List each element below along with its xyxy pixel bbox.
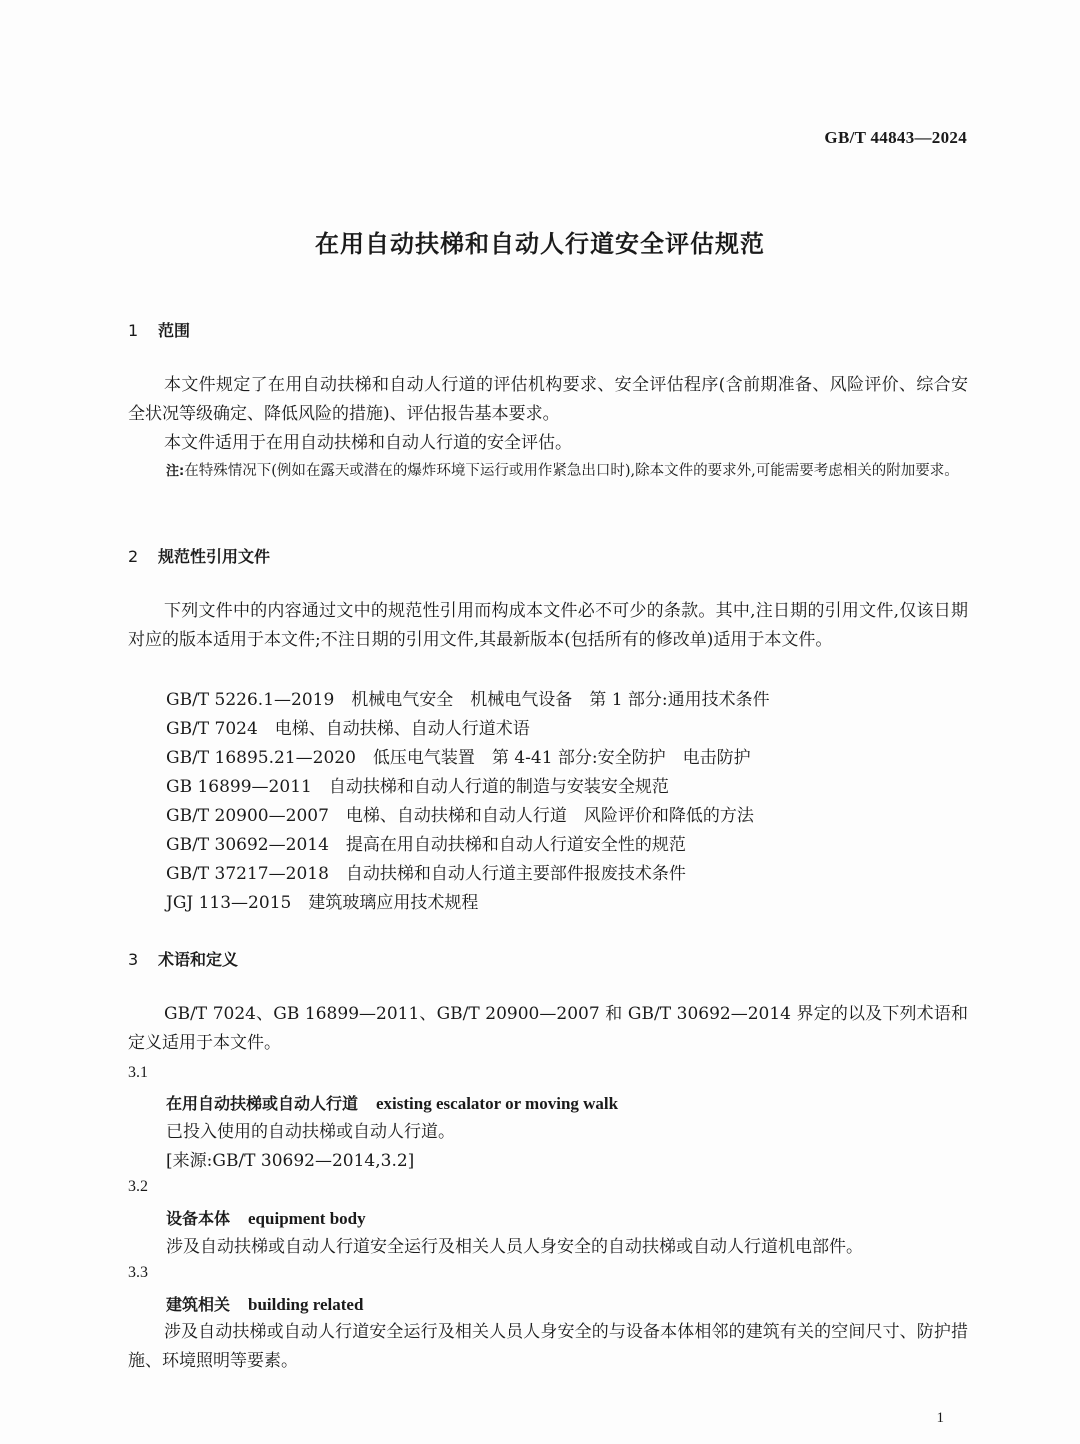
term-heading (166, 1206, 366, 1229)
term-definition: 已投入使用的自动扶梯或自动人行道。 (166, 1122, 455, 1142)
term-en: building related (248, 1295, 364, 1314)
section-1-note (166, 456, 968, 487)
term-zh: 设备本体 (166, 1209, 231, 1228)
reference-item: JGJ 113—2015 建筑玻璃应用技术规程 (166, 893, 479, 913)
section-3-heading (128, 947, 238, 970)
reference-item: GB/T 37217—2018 自动扶梯和自动人行道主要部件报废技术条件 (166, 864, 686, 884)
term-heading (166, 1091, 618, 1114)
term-number: 3.1 (128, 1064, 148, 1081)
note-label: 注: (166, 464, 185, 479)
section-1-heading (128, 318, 190, 341)
term-zh: 在用自动扶梯或自动人行道 (166, 1094, 359, 1113)
term-en: existing escalator or moving walk (376, 1094, 619, 1113)
section-1-paragraph-2: 本文件适用于在用自动扶梯和自动人行道的安全评估。 (164, 433, 572, 453)
section-3-paragraph-1: GB/T 7024、GB 16899—2011、GB/T 20900—2007 和 GB/T 30692—2014 界定的以及下列术语和定义适用于本文件。 (128, 1004, 968, 1053)
section-number: 1 (128, 321, 139, 340)
section-title: 范围 (158, 321, 191, 340)
section-title: 规范性引用文件 (158, 547, 271, 566)
term-definition: 涉及自动扶梯或自动人行道安全运行及相关人员人身安全的与设备本体相邻的建筑有关的空间尺寸、防护措施、环境照明等要素。 (128, 1322, 968, 1371)
section-2-heading (128, 544, 270, 567)
document-title: 在用自动扶梯和自动人行道安全评估规范 (315, 230, 765, 258)
section-2-paragraph-1: 下列文件中的内容通过文中的规范性引用而构成本文件必不可少的条款。其中,注日期的引用文件,仅该日期对应的版本适用于本文件;不注日期的引用文件,其最新版本(包括所有的修改单)适用于本文件。 (128, 601, 968, 650)
reference-item: GB/T 16895.21—2020 低压电气装置 第 4-41 部分:安全防护 电击防护 (166, 748, 751, 768)
note-text: 在特殊情况下(例如在露天或潜在的爆炸环境下运行或用作紧急出口时),除本文件的要求外,可能需要考虑相关的附加要求。 (184, 463, 959, 479)
reference-item: GB/T 20900—2007 电梯、自动扶梯和自动人行道 风险评价和降低的方法 (166, 806, 754, 826)
section-number: 3 (128, 950, 139, 969)
term-number: 3.3 (128, 1264, 148, 1281)
term-definition: 涉及自动扶梯或自动人行道安全运行及相关人员人身安全的自动扶梯或自动人行道机电部件。 (166, 1237, 863, 1257)
section-1-paragraph-1: 本文件规定了在用自动扶梯和自动人行道的评估机构要求、安全评估程序(含前期准备、风险评价、综合安全状况等级确定、降低风险的措施)、评估报告基本要求。 (128, 375, 968, 424)
reference-item: GB/T 7024 电梯、自动扶梯、自动人行道术语 (166, 719, 530, 739)
term-zh: 建筑相关 (166, 1295, 231, 1314)
term-source: [来源:GB/T 30692—2014,3.2] (166, 1151, 415, 1171)
term-en: equipment body (248, 1209, 366, 1228)
section-title: 术语和定义 (158, 950, 239, 969)
term-heading (166, 1292, 363, 1315)
reference-item: GB/T 5226.1—2019 机械电气安全 机械电气设备 第 1 部分:通用技术条件 (166, 690, 770, 710)
reference-item: GB 16899—2011 自动扶梯和自动人行道的制造与安装安全规范 (166, 777, 669, 797)
term-number: 3.2 (128, 1178, 148, 1195)
page-number: 1 (936, 1410, 944, 1426)
section-number: 2 (128, 547, 139, 566)
reference-item: GB/T 30692—2014 提高在用自动扶梯和自动人行道安全性的规范 (166, 835, 686, 855)
standard-code: GB/T 44843—2024 (824, 128, 967, 147)
